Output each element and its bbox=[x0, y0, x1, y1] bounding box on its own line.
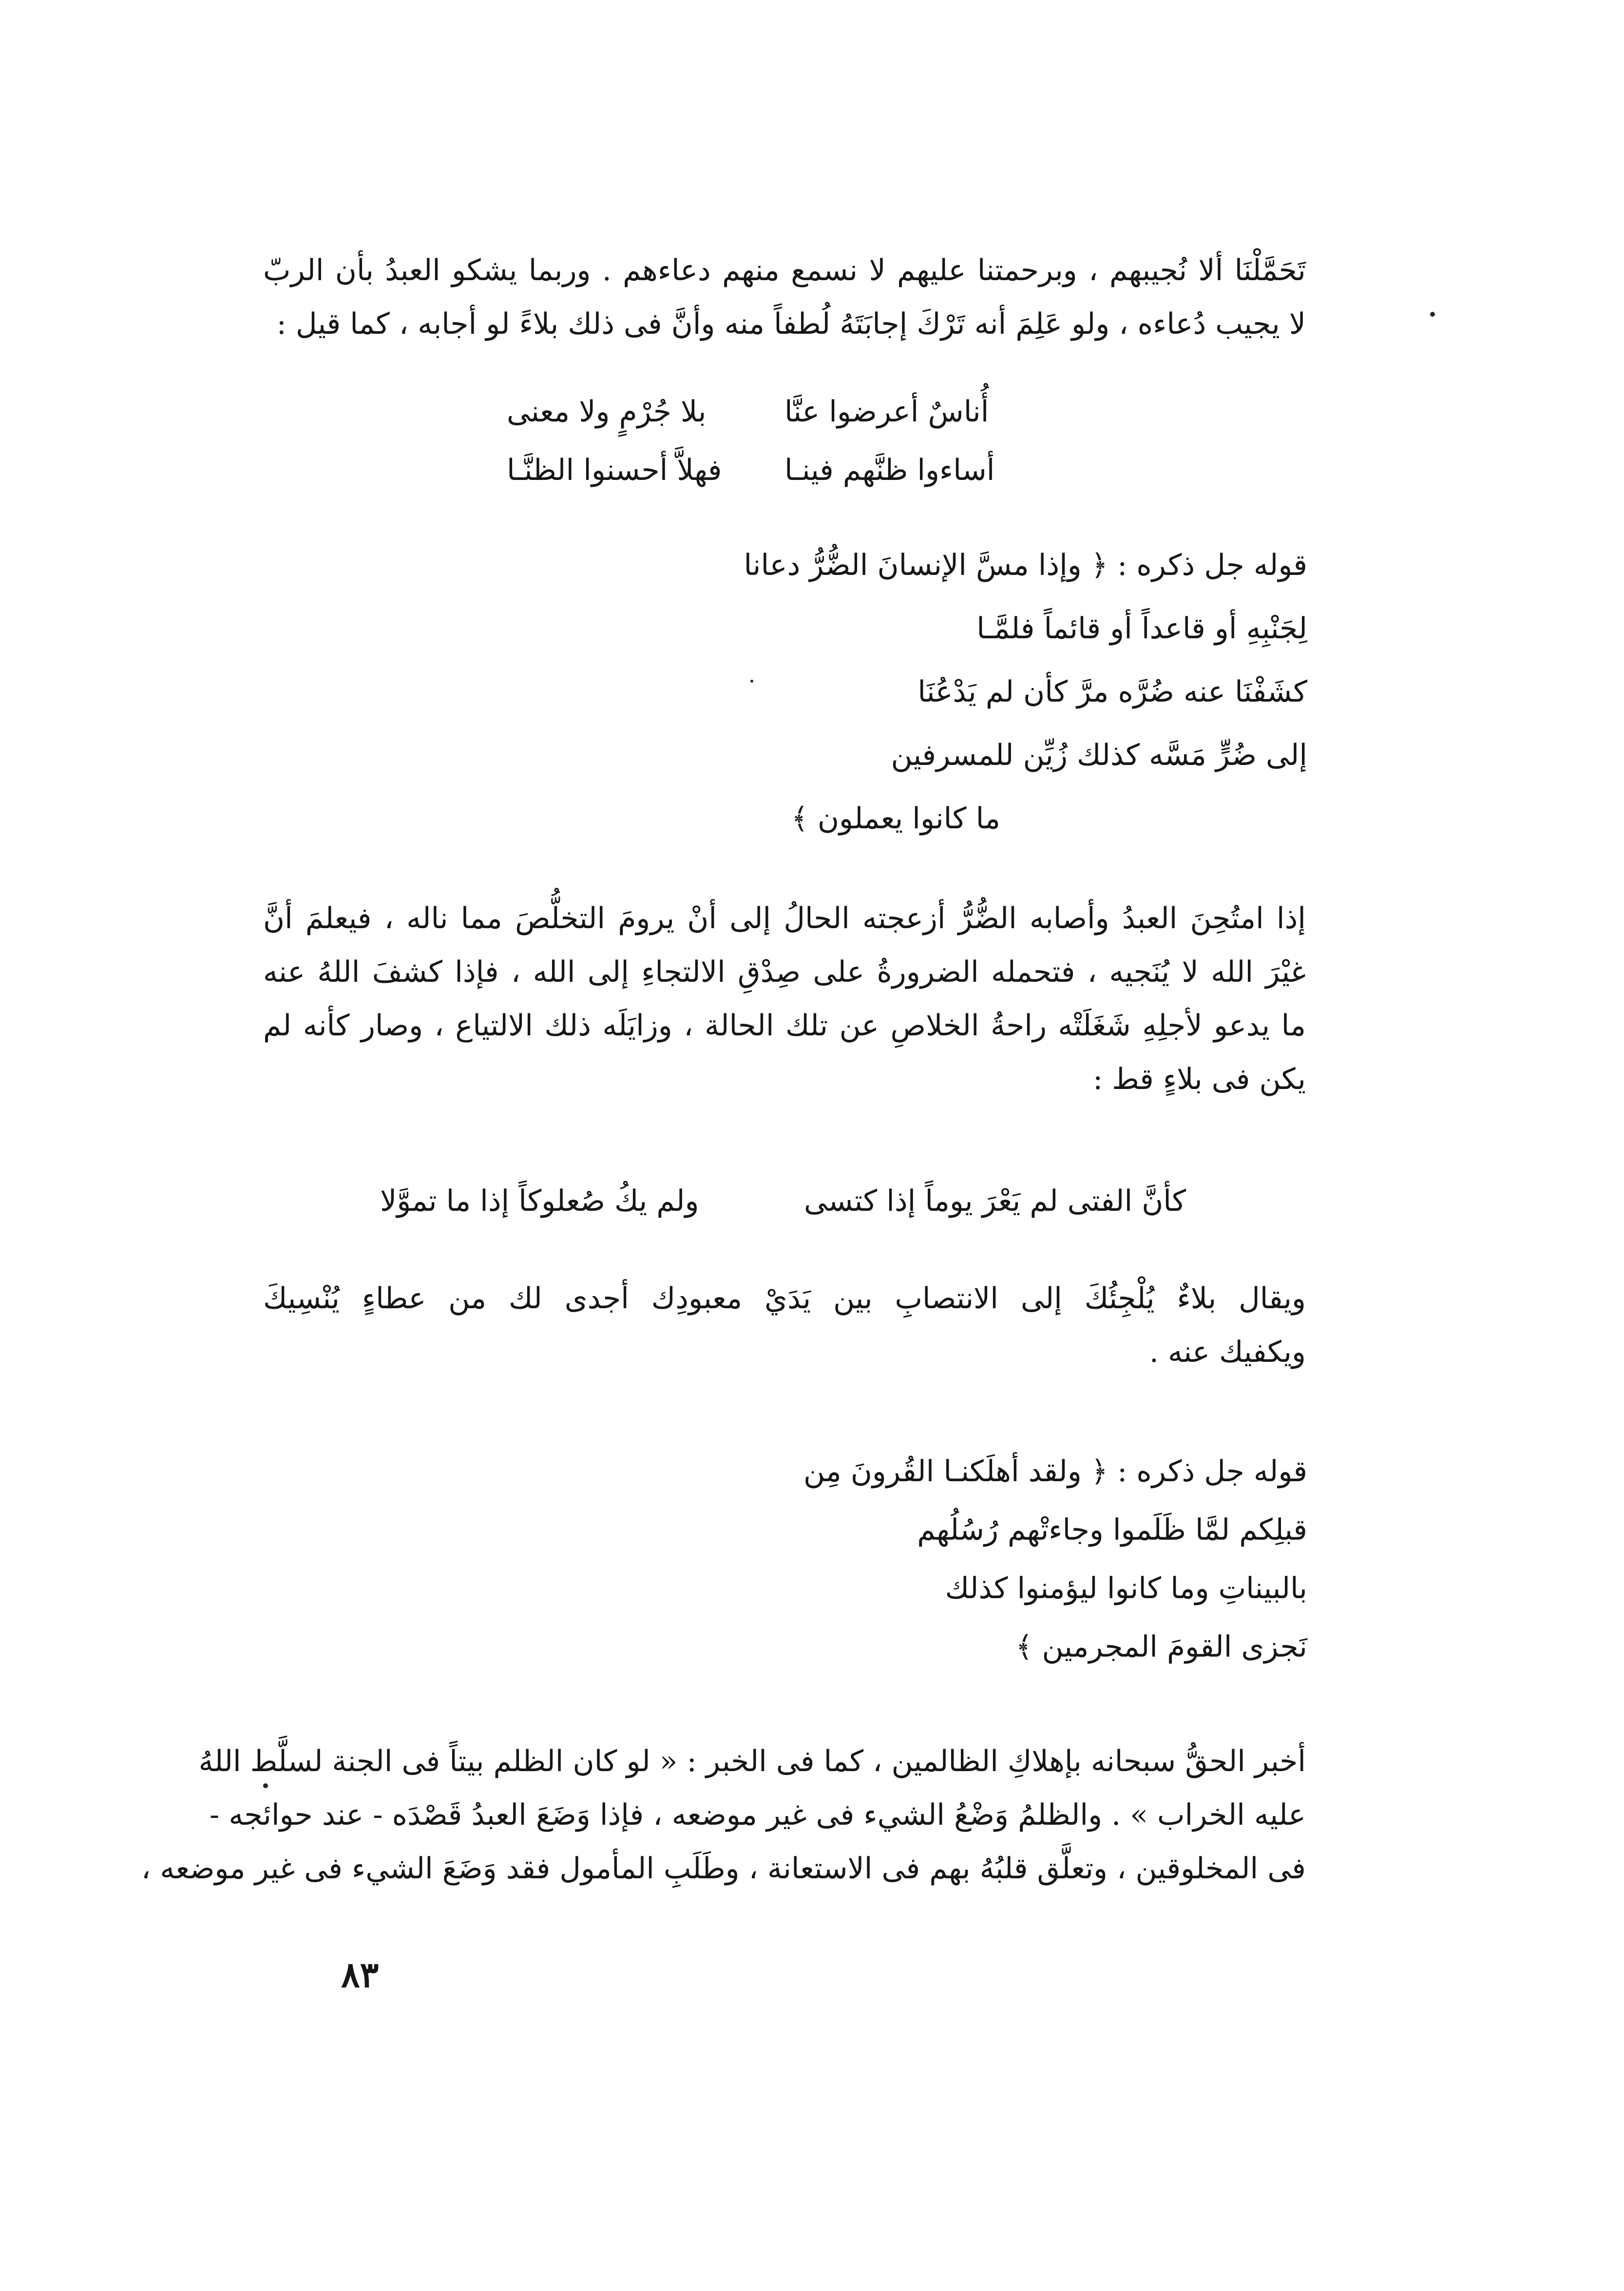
paragraph-1 bbox=[263, 244, 1306, 351]
scan-speck bbox=[750, 680, 753, 683]
paragraph-3 bbox=[263, 1272, 1306, 1379]
paragraph-line: تَحَمَّلْنَا ألا نُجيبهم ، وبرحمتنا عليهم لا نسمع منهم دعاءهم . وربما يشكو العبدُ بأن الربّ bbox=[263, 253, 1306, 287]
verse-1-line-1-hemistich-a: أُناسٌ أعرضوا عنَّا bbox=[784, 395, 989, 429]
paragraph-line: أخبر الحقُّ سبحانه بإهلاكِ الظالمين ، كما فى الخبر : « لو كان الظلم بيتاً فى الجنة لسلَّط اللهُ bbox=[198, 1744, 1306, 1778]
scan-speck bbox=[263, 1783, 268, 1788]
quran-quote-1-line: ما كانوا يعملون ﴾ bbox=[791, 802, 1000, 836]
verse-2-hemistich-a: كأنَّ الفتى لم يَعْرَ يوماً إذا كتسى bbox=[804, 1184, 1186, 1218]
paragraph-line: إذا امتُحِنَ العبدُ وأصابه الضُّرُّ أزعجته الحالُ إلى أنْ يرومَ التخلُّصَ مما ناله ، فيعلمَ أنَّ bbox=[263, 901, 1306, 935]
quran-quote-2-line: قوله جل ذكره : ﴿ ولقد أهلَكنـا القُرونَ مِن bbox=[803, 1454, 1307, 1489]
paragraph-line: ويكفيك عنه . bbox=[1149, 1335, 1306, 1369]
paragraph-line: فى المخلوقين ، وتعلَّق قلبُهُ بهم فى الاستعانة ، وطَلَبِ المأمول فقد وَضَعَ الشيء فى غير موضعه ، bbox=[141, 1852, 1306, 1886]
verse-2-hemistich-b: ولم يكُ صُعلوكاً إذا ما تموَّلا bbox=[380, 1184, 699, 1218]
verse-1-line-2-hemistich-a: أساءوا ظنَّهم فينـا bbox=[784, 453, 995, 487]
verse-1-line-1-hemistich-b: بلا جُرْمٍ ولا معنى bbox=[507, 395, 707, 429]
scan-speck bbox=[1430, 312, 1435, 317]
page-number: ٨٣ bbox=[341, 1954, 379, 1995]
paragraph-2 bbox=[263, 892, 1306, 1106]
paragraph-4 bbox=[141, 1735, 1306, 1895]
quran-quote-1-line: قوله جل ذكره : ﴿ وإذا مسَّ الإنسانَ الضُّرُّ دعانا bbox=[744, 548, 1307, 582]
paragraph-line: غيْرَ الله لا يُنَجيه ، فتحمله الضرورةُ على صِدْقِ الالتجاءِ إلى الله ، فإذا كشفَ اللهُ عنه bbox=[263, 955, 1306, 989]
quran-quote-1-line: إلى ضُرٍّ مَسَّه كذلك زُيِّن للمسرفين bbox=[891, 738, 1307, 772]
quran-quote-2-line: بالبيناتِ وما كانوا ليؤمنوا كذلك bbox=[945, 1571, 1307, 1605]
quran-quote-1-line: لِجَنْبِهِ أو قاعداً أو قائماً فلمَّـا bbox=[976, 611, 1307, 646]
paragraph-line: ويقال بلاءٌ يُلْجِئُكَ إلى الانتصابِ بين يَدَيْ معبودِك أجدى لك من عطاءٍ يُنْسِيكَ bbox=[263, 1281, 1306, 1316]
paragraph-line: يكن فى بلاءٍ قط : bbox=[1092, 1062, 1306, 1096]
quran-quote-1-line: كشَفْنَا عنه ضُرَّه مرَّ كأن لم يَدْعُنَا bbox=[917, 675, 1307, 709]
quran-quote-2-line: نَجزى القومَ المجرمين ﴾ bbox=[1015, 1630, 1307, 1664]
paragraph-line: لا يجيب دُعاءه ، ولو عَلِمَ أنه تَرْكَ إجابَتَهُ لُطفاً منه وأنَّ فى ذلك بلاءً لو أجابه ، كما قيل : bbox=[276, 307, 1306, 341]
verse-1-line-2-hemistich-b: فهلاَّ أحسنوا الظنَّـا bbox=[507, 453, 722, 487]
quran-quote-2-line: قبلِكم لمَّا ظَلَموا وجاءتْهم رُسُلُهم bbox=[917, 1513, 1307, 1547]
paragraph-line: ما يدعو لأجلِهِ شَغَلَتْه راحةُ الخلاصِ عن تلك الحالة ، وزايَلَه ذلك الالتياع ، وصار كأنه لم bbox=[263, 1009, 1306, 1043]
paragraph-line: عليه الخراب » . والظلمُ وَضْعُ الشيء فى غير موضعه ، فإذا وَضَعَ العبدُ قَصْدَه - عند حوائجه - bbox=[210, 1798, 1306, 1832]
